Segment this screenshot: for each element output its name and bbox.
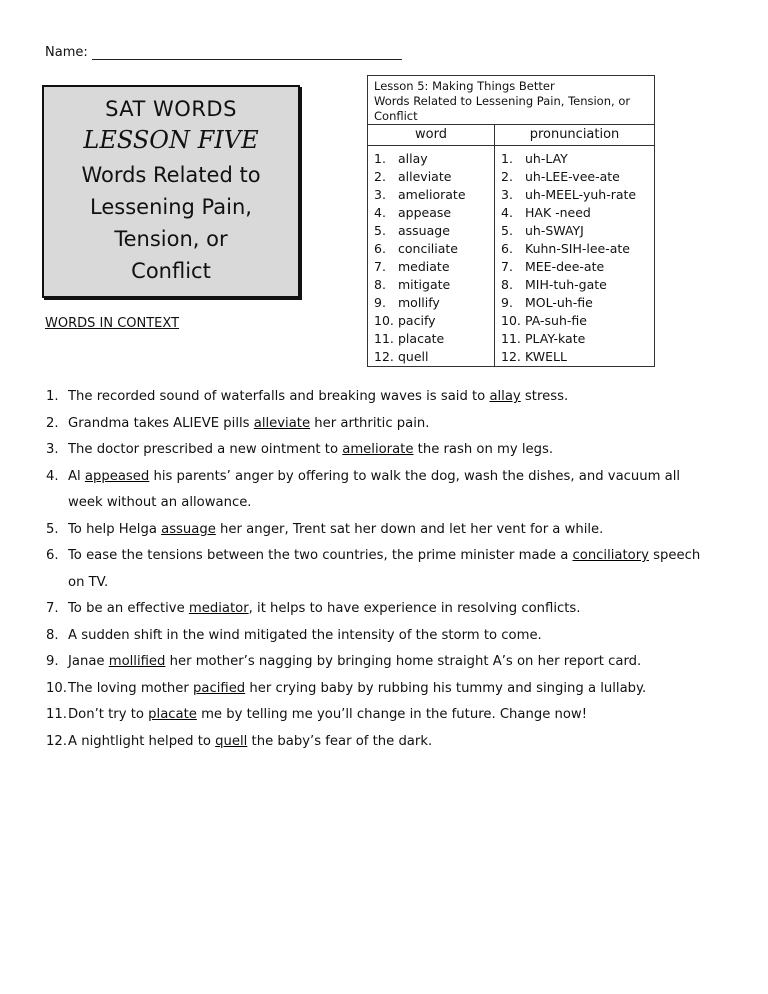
sentence-text-after: the rash on my legs. bbox=[413, 442, 554, 457]
vocab-pronunciation-text: uh-MEEL-yuh-rate bbox=[525, 187, 637, 202]
sentence-vocab-word: mediator bbox=[188, 601, 249, 616]
sentence-number: 11. bbox=[46, 707, 67, 722]
vocab-pronunciation-number: 6. bbox=[501, 241, 513, 256]
sentence-vocab-word: conciliatory bbox=[572, 548, 649, 563]
sentence-number: 8. bbox=[46, 627, 59, 643]
vocab-pronunciation bbox=[501, 186, 654, 204]
sentence-text-before: Grandma takes ALIEVE pills bbox=[68, 415, 254, 431]
sentence-list bbox=[46, 384, 718, 755]
sentence-text-after: , it helps to have experience in resolving conflicts. bbox=[248, 601, 581, 616]
vocab-word-number: 5. bbox=[374, 223, 386, 238]
vocab-word-text: appease bbox=[398, 205, 452, 220]
word-column-header: word bbox=[368, 125, 494, 146]
vocab-pronunciation-text: uh-LEE-vee-ate bbox=[525, 169, 620, 184]
sentence-text-before: Don’t try to bbox=[68, 707, 149, 722]
vocab-word-text: mitigate bbox=[398, 277, 451, 292]
sentence-text-before: A sudden shift in the wind mitigated the intensity of the storm to come. bbox=[68, 627, 542, 643]
sentence-number: 3. bbox=[46, 442, 59, 457]
vocab-pronunciation-text: uh-SWAYJ bbox=[525, 223, 584, 238]
vocab-pronunciation bbox=[501, 168, 654, 186]
vocab-word-number: 6. bbox=[374, 241, 386, 256]
title-line-6: Conflict bbox=[131, 259, 211, 283]
sentence-item bbox=[46, 729, 718, 756]
sentence-text-before: To ease the tensions between the two countries, the prime minister made a bbox=[68, 548, 573, 563]
vocab-word-text: ameliorate bbox=[398, 187, 466, 202]
vocab-word-text: mollify bbox=[398, 295, 440, 310]
vocab-pronunciation-number: 9. bbox=[501, 295, 513, 310]
sentence-text-after: her anger, Trent sat her down and let her vent for a while. bbox=[215, 521, 604, 537]
vocab-pronunciation-number: 1. bbox=[501, 151, 513, 166]
sentence-item bbox=[46, 384, 718, 411]
vocab-word-number: 10. bbox=[374, 313, 394, 328]
name-label: Name: bbox=[45, 45, 88, 60]
name-line bbox=[45, 45, 402, 60]
sentence-text-after: stress. bbox=[520, 389, 569, 404]
vocab-word-text: mediate bbox=[398, 259, 450, 274]
vocab-word-text: allay bbox=[398, 151, 428, 166]
word-list bbox=[374, 146, 494, 366]
vocab-word-text: alleviate bbox=[398, 169, 452, 184]
vocab-pronunciation-text: Kuhn-SIH-lee-ate bbox=[525, 241, 630, 256]
title-line-4: Lessening Pain, bbox=[90, 195, 252, 219]
sentence-item bbox=[46, 517, 718, 544]
vocab-word bbox=[374, 312, 494, 330]
vocab-pronunciation-number: 10. bbox=[501, 313, 521, 328]
sentence-number: 4. bbox=[46, 468, 59, 484]
sentence-text-after: her arthritic pain. bbox=[310, 415, 430, 431]
name-blank[interactable] bbox=[92, 45, 402, 60]
vocab-word-number: 1. bbox=[374, 151, 386, 166]
vocab-word-number: 9. bbox=[374, 295, 386, 310]
vocab-word-number: 3. bbox=[374, 187, 386, 202]
vocab-table-header bbox=[368, 76, 654, 124]
vocab-pronunciation bbox=[501, 150, 654, 168]
vocab-word-number: 8. bbox=[374, 277, 386, 292]
vocab-word-number: 12. bbox=[374, 349, 394, 364]
sentence-number: 12. bbox=[46, 733, 67, 749]
sentence-text-after: the baby’s fear of the dark. bbox=[247, 733, 433, 749]
sentence-text-before: Al bbox=[68, 468, 85, 484]
vocab-word bbox=[374, 276, 494, 294]
sentence-text-before: To be an effective bbox=[68, 601, 189, 616]
sentence-number: 1. bbox=[46, 389, 59, 404]
sentence-text-after: his parents’ anger by offering to walk the dog, wash the dishes, and vacuum all week without an allowance. bbox=[68, 468, 681, 510]
sentence-number: 7. bbox=[46, 601, 59, 616]
vocab-word-text: placate bbox=[398, 331, 445, 346]
sentence-item bbox=[46, 596, 718, 623]
sentence-vocab-word: appeased bbox=[84, 468, 150, 484]
vocab-pronunciation bbox=[501, 294, 654, 312]
vocab-pronunciation bbox=[501, 222, 654, 240]
vocab-word bbox=[374, 150, 494, 168]
sentence-vocab-word: alleviate bbox=[253, 415, 311, 431]
vocab-word bbox=[374, 240, 494, 258]
vocab-word-text: conciliate bbox=[398, 241, 458, 256]
vocab-header-line3: Conflict bbox=[374, 109, 418, 123]
vocab-pronunciation bbox=[501, 204, 654, 222]
vocab-pronunciation-number: 5. bbox=[501, 223, 513, 238]
sentence-text-before: The doctor prescribed a new ointment to bbox=[68, 442, 343, 457]
sentence-item bbox=[46, 649, 718, 676]
sentence-text-before: To help Helga bbox=[68, 521, 162, 537]
vocab-header-line1: Lesson 5: Making Things Better bbox=[374, 79, 555, 93]
vocab-pronunciation-text: HAK -need bbox=[525, 205, 591, 220]
vocab-pronunciation-text: uh-LAY bbox=[525, 151, 568, 166]
words-in-context-heading: WORDS IN CONTEXT bbox=[45, 316, 180, 331]
vocab-pronunciation-number: 4. bbox=[501, 205, 513, 220]
vocab-pronunciation-text: PLAY-kate bbox=[525, 331, 586, 346]
vocab-word-text: pacify bbox=[398, 313, 436, 328]
vocab-pronunciation bbox=[501, 258, 654, 276]
sentence-text-before: The loving mother bbox=[68, 680, 194, 696]
vocab-table bbox=[367, 75, 655, 367]
title-line-5: Tension, or bbox=[114, 227, 228, 251]
sentence-item bbox=[46, 543, 718, 596]
vocab-word-number: 4. bbox=[374, 205, 386, 220]
vocab-pronunciation-number: 7. bbox=[501, 259, 513, 274]
pronunciation-column bbox=[495, 125, 654, 366]
vocab-word-number: 11. bbox=[374, 331, 394, 346]
sentence-item bbox=[46, 464, 718, 517]
vocab-word bbox=[374, 222, 494, 240]
vocab-pronunciation-text: MEE-dee-ate bbox=[525, 259, 605, 274]
word-column bbox=[368, 125, 495, 366]
vocab-word bbox=[374, 258, 494, 276]
sentence-text-after: her mother’s nagging by bringing home straight A’s on her report card. bbox=[165, 654, 642, 669]
sentence-number: 6. bbox=[46, 548, 59, 563]
vocab-pronunciation-text: PA-suh-fie bbox=[525, 313, 587, 328]
vocab-word bbox=[374, 204, 494, 222]
sentence-item bbox=[46, 411, 718, 438]
vocab-word-number: 7. bbox=[374, 259, 386, 274]
vocab-pronunciation-number: 2. bbox=[501, 169, 513, 184]
title-sat-words: SAT WORDS bbox=[105, 97, 237, 121]
sentence-item bbox=[46, 702, 718, 729]
vocab-header-line2: Words Related to Lessening Pain, Tension, or bbox=[374, 94, 631, 108]
sentence-vocab-word: ameliorate bbox=[342, 442, 414, 457]
vocab-word-number: 2. bbox=[374, 169, 386, 184]
sentence-number: 5. bbox=[46, 521, 59, 537]
sentence-text-after: her crying baby by rubbing his tummy and singing a lullaby. bbox=[245, 680, 647, 696]
sentence-number: 2. bbox=[46, 415, 59, 431]
vocab-word-text: assuage bbox=[398, 223, 450, 238]
vocab-pronunciation bbox=[501, 276, 654, 294]
sentence-vocab-word: pacified bbox=[193, 680, 246, 696]
sentence-vocab-word: placate bbox=[148, 707, 197, 722]
sentence-number: 9. bbox=[46, 654, 59, 669]
vocab-pronunciation-text: MIH-tuh-gate bbox=[525, 277, 607, 292]
vocab-pronunciation bbox=[501, 240, 654, 258]
vocab-word bbox=[374, 168, 494, 186]
sentence-vocab-word: quell bbox=[215, 733, 248, 749]
pronunciation-column-header: pronunciation bbox=[495, 125, 654, 146]
sentence-number: 10. bbox=[46, 680, 67, 696]
sentence-item bbox=[46, 437, 718, 464]
vocab-word bbox=[374, 186, 494, 204]
sentence-text-after: speech on TV. bbox=[68, 548, 701, 590]
vocab-word bbox=[374, 330, 494, 348]
sentence-vocab-word: assuage bbox=[161, 521, 216, 537]
vocab-pronunciation-number: 8. bbox=[501, 277, 513, 292]
sentence-vocab-word: mollified bbox=[108, 654, 166, 669]
title-lesson-five: LESSON FIVE bbox=[83, 126, 259, 154]
vocab-pronunciation bbox=[501, 330, 654, 348]
vocab-pronunciation bbox=[501, 348, 654, 366]
vocab-word bbox=[374, 294, 494, 312]
sentence-item bbox=[46, 676, 718, 703]
lesson-title-box bbox=[42, 85, 300, 298]
vocab-word-text: quell bbox=[398, 349, 429, 364]
sentence-text-before: A nightlight helped to bbox=[68, 733, 216, 749]
sentence-vocab-word: allay bbox=[489, 389, 521, 404]
vocab-pronunciation-text: MOL-uh-fie bbox=[525, 295, 593, 310]
sentence-item bbox=[46, 623, 718, 650]
sentence-text-after: me by telling me you’ll change in the future. Change now! bbox=[196, 707, 588, 722]
vocab-pronunciation bbox=[501, 312, 654, 330]
vocab-pronunciation-text: KWELL bbox=[525, 349, 567, 364]
pronunciation-list bbox=[501, 146, 654, 366]
vocab-word bbox=[374, 348, 494, 366]
vocab-pronunciation-number: 11. bbox=[501, 331, 521, 346]
vocab-pronunciation-number: 3. bbox=[501, 187, 513, 202]
title-line-3: Words Related to bbox=[81, 163, 261, 187]
sentence-text-before: Janae bbox=[68, 654, 109, 669]
sentence-text-before: The recorded sound of waterfalls and breaking waves is said to bbox=[68, 389, 490, 404]
vocab-pronunciation-number: 12. bbox=[501, 349, 521, 364]
